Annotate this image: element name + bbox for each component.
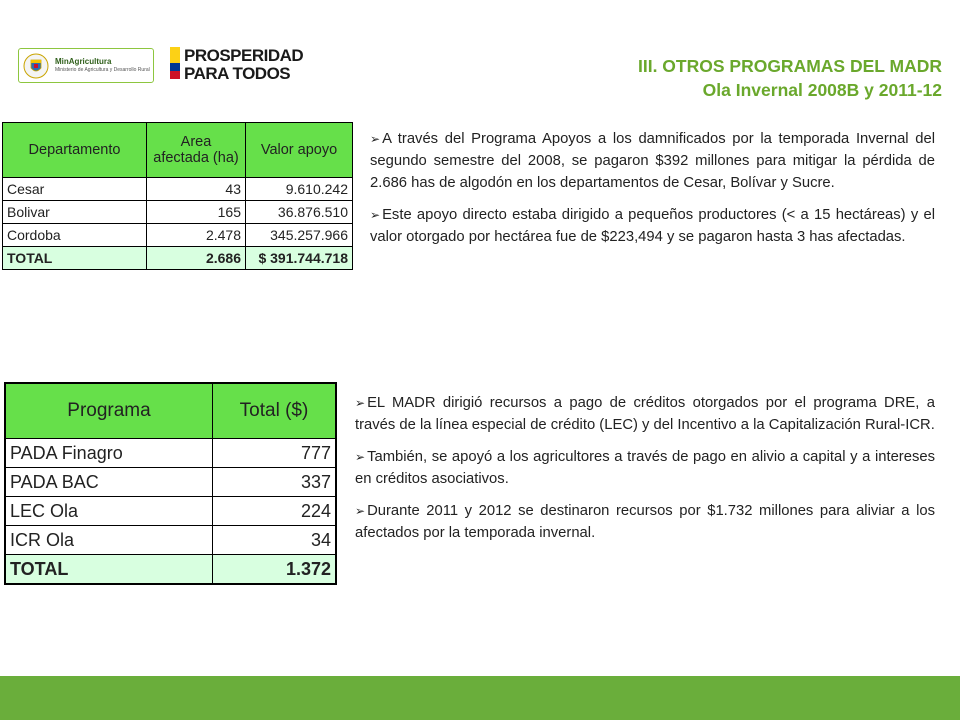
- table-row: [5, 439, 336, 468]
- cell-area: 43: [147, 178, 246, 201]
- table-total-row: [5, 555, 336, 585]
- paragraph-text: Este apoyo directo estaba dirigido a pequeños productores (< a 15 hectáreas) y el valor otorgado por hectárea fue de $223,494 y se pagaron hasta 3 has afectadas.: [370, 207, 935, 245]
- paragraph-text: EL MADR dirigió recursos a pago de créditos otorgados por el programa DRE, a través de la línea especial de crédito (LEC) y del Incentivo a la Capitalización Rural-ICR.: [355, 395, 935, 433]
- prosperidad-logo: [170, 44, 310, 84]
- programas-table: [4, 382, 337, 585]
- title-line2: Ola Invernal 2008B y 2011-12: [702, 80, 942, 100]
- total-label: TOTAL: [3, 247, 147, 270]
- cell-total: 224: [213, 497, 337, 526]
- bullet-paragraph: [355, 500, 935, 544]
- arrow-bullet-icon: ➢: [355, 450, 366, 464]
- slide-title: [638, 54, 942, 102]
- table-header-row: [5, 383, 336, 439]
- prosperidad-line1: PROSPERIDAD: [184, 46, 304, 65]
- arrow-bullet-icon: ➢: [355, 504, 366, 518]
- prosperidad-line2: PARA TODOS: [184, 64, 291, 83]
- cell-area: 2.478: [147, 224, 246, 247]
- header-valor: Valor apoyo: [246, 123, 353, 178]
- cell-programa: ICR Ola: [5, 526, 213, 555]
- total-area: 2.686: [147, 247, 246, 270]
- cell-departamento: Cesar: [3, 178, 147, 201]
- header-total: Total ($): [213, 383, 337, 439]
- cell-total: 34: [213, 526, 337, 555]
- damnificados-table: [2, 122, 353, 270]
- arrow-bullet-icon: ➢: [370, 208, 381, 222]
- arrow-bullet-icon: ➢: [355, 396, 366, 410]
- table-row: [5, 468, 336, 497]
- arrow-bullet-icon: ➢: [370, 132, 381, 146]
- minagricultura-logo: [18, 48, 154, 83]
- text-block-1: [370, 128, 935, 258]
- table-row: [3, 201, 353, 224]
- bullet-paragraph: [370, 204, 935, 248]
- header-programa: Programa: [5, 383, 213, 439]
- cell-programa: PADA BAC: [5, 468, 213, 497]
- colombia-flag-icon: [170, 47, 180, 79]
- cell-programa: PADA Finagro: [5, 439, 213, 468]
- header-departamento: Departamento: [3, 123, 147, 178]
- total-value: 1.372: [213, 555, 337, 585]
- text-block-2: [355, 392, 935, 554]
- header-area: Area afectada (ha): [147, 123, 246, 178]
- cell-programa: LEC Ola: [5, 497, 213, 526]
- bullet-paragraph: [355, 446, 935, 490]
- table-row: [3, 178, 353, 201]
- cell-departamento: Bolivar: [3, 201, 147, 224]
- title-line1: III. OTROS PROGRAMAS DEL MADR: [638, 56, 942, 76]
- table-row: [3, 224, 353, 247]
- cell-total: 337: [213, 468, 337, 497]
- paragraph-text: A través del Programa Apoyos a los damnificados por la temporada Invernal del segundo semestre del 2008, se pagaron $392 millones para mitigar la pérdida de 2.686 has de algodón en los departamentos de Cesar, Bolívar y Sucre.: [370, 131, 935, 191]
- total-label: TOTAL: [5, 555, 213, 585]
- coat-of-arms-icon: [23, 53, 49, 79]
- table-total-row: [3, 247, 353, 270]
- paragraph-text: Durante 2011 y 2012 se destinaron recursos por $1.732 millones para aliviar a los afectados por la temporada invernal.: [355, 503, 935, 541]
- cell-valor: 345.257.966: [246, 224, 353, 247]
- minagricultura-subtitle: Ministerio de Agricultura y Desarrollo Rural: [55, 67, 150, 73]
- bullet-paragraph: [370, 128, 935, 194]
- cell-total: 777: [213, 439, 337, 468]
- table-row: [5, 526, 336, 555]
- bullet-paragraph: [355, 392, 935, 436]
- cell-valor: 9.610.242: [246, 178, 353, 201]
- total-valor: $ 391.744.718: [246, 247, 353, 270]
- table-header-row: [3, 123, 353, 178]
- footer-bar: [0, 676, 960, 720]
- minagricultura-name: MinAgricultura: [55, 57, 112, 66]
- table-row: [5, 497, 336, 526]
- cell-area: 165: [147, 201, 246, 224]
- cell-departamento: Cordoba: [3, 224, 147, 247]
- paragraph-text: También, se apoyó a los agricultores a través de pago en alivio a capital y a intereses en créditos asociativos.: [355, 449, 935, 487]
- cell-valor: 36.876.510: [246, 201, 353, 224]
